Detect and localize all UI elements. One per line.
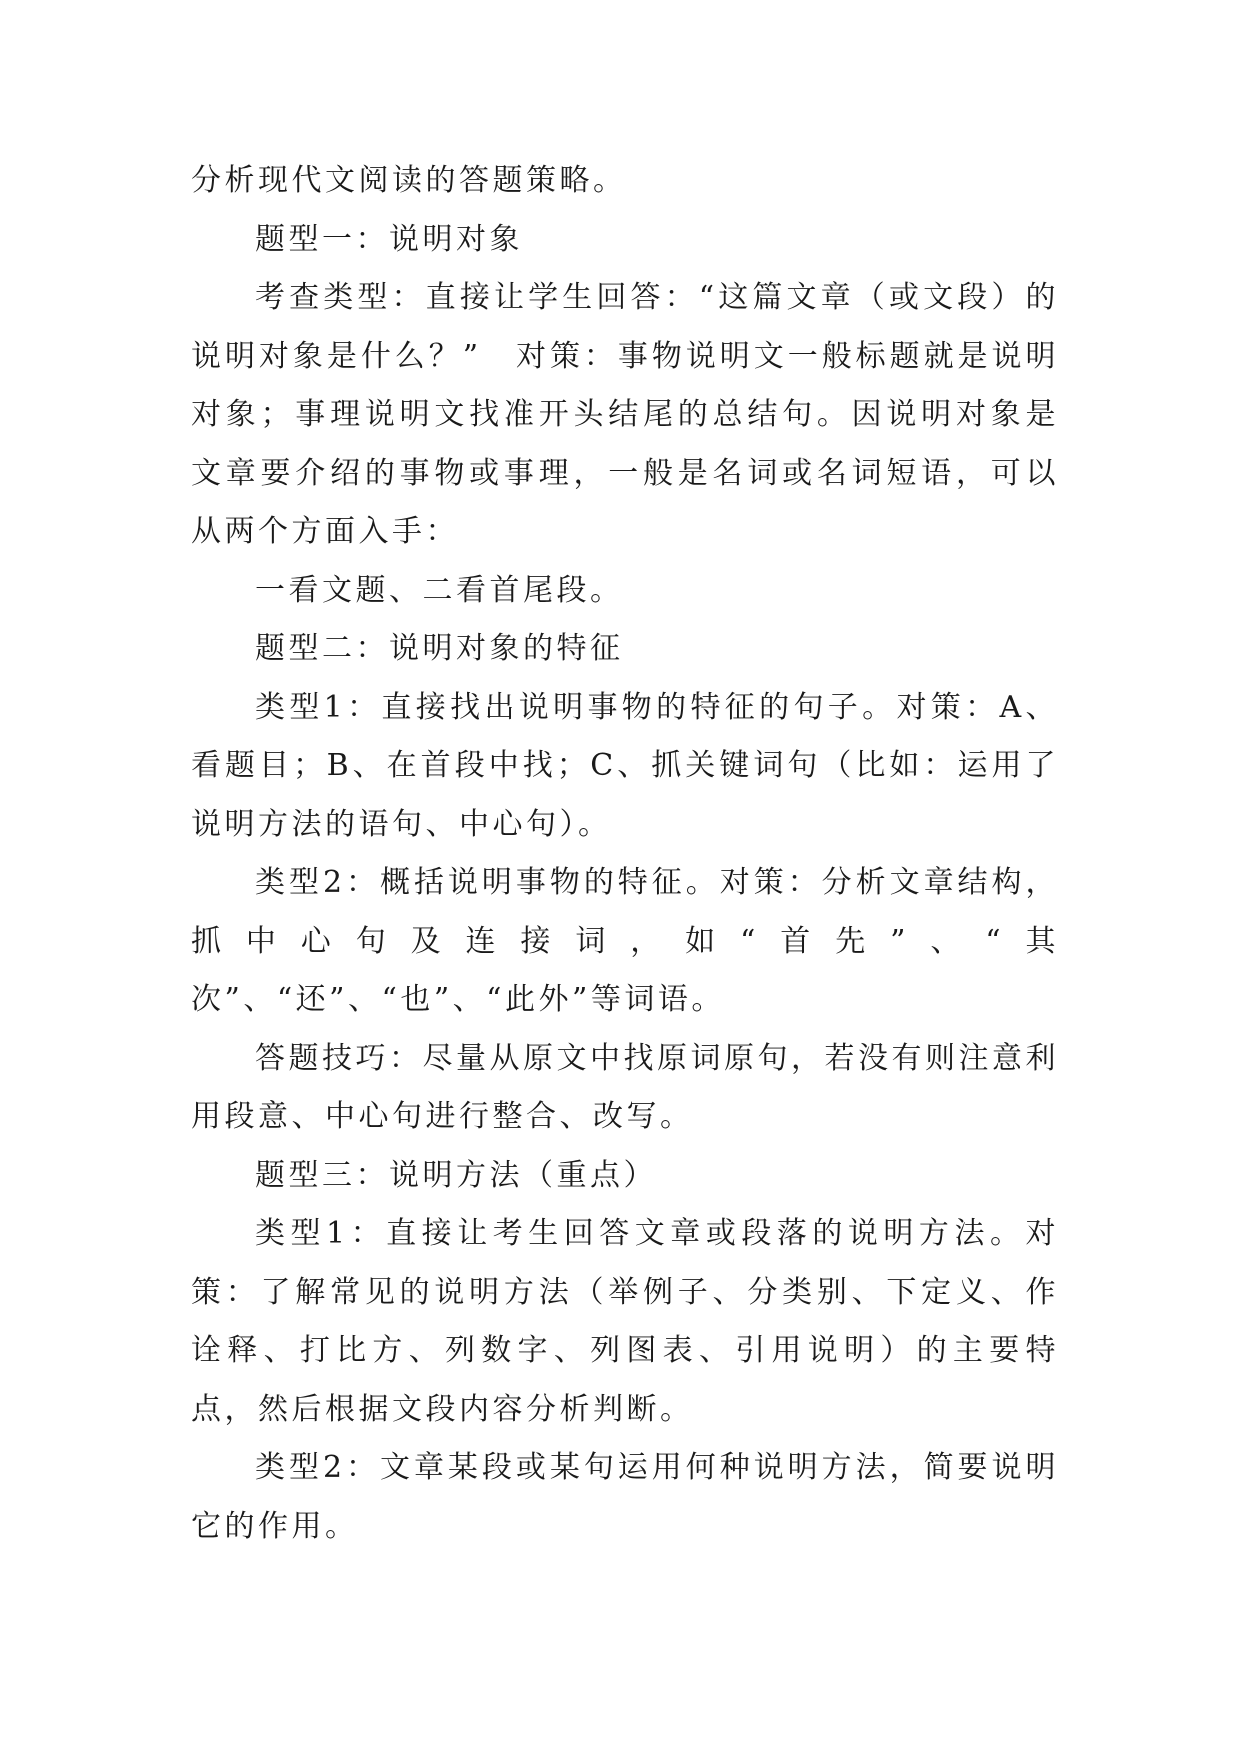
paragraph-type-2-case-1: 类型1：直接找出说明事物的特征的句子。对策：A、看题目；B、在首段中找；C、抓关键词句（比如：运用了说明方法的语句、中心句）。 [191, 689, 1059, 842]
paragraph-type-3-case-2: 类型2：文章某段或某句运用何种说明方法，简要说明它的作用。 [191, 1450, 1059, 1544]
paragraph-type-2-case-2: 类型2：概括说明事物的特征。对策：分析文章结构，抓中心句及连接词，如“首先”、“其次”、“还”、“也”、“此外”等词语。 [191, 865, 1059, 1017]
paragraph-type-1-tip: 一看文题、二看首尾段。 [255, 572, 624, 608]
document-body [191, 152, 1059, 1556]
paragraph-type-1-detail: 考查类型：直接让学生回答：“这篇文章（或文段）的说明对象是什么？” 对策：事物说明文一般标题就是说明对象；事理说明文找准开头结尾的总结句。因说明对象是文章要介绍的事物或事理，一般是名词或名词短语，可以从两个方面入手： [191, 280, 1059, 549]
heading-question-type-1: 题型一：说明对象 [255, 221, 523, 257]
heading-question-type-2: 题型二：说明对象的特征 [255, 631, 624, 666]
paragraph-type-3-case-1: 类型1：直接让考生回答文章或段落的说明方法。对策：了解常见的说明方法（举例子、分类别、下定义、作诠释、打比方、列数字、列图表、引用说明）的主要特点，然后根据文段内容分析判断。 [191, 1216, 1059, 1427]
paragraph-answer-tip: 答题技巧：尽量从原文中找原词原句，若没有则注意利用段意、中心句进行整合、改写。 [191, 1040, 1059, 1134]
heading-question-type-3: 题型三：说明方法（重点） [255, 1157, 657, 1193]
paragraph-intro: 分析现代文阅读的答题策略。 [191, 163, 627, 198]
